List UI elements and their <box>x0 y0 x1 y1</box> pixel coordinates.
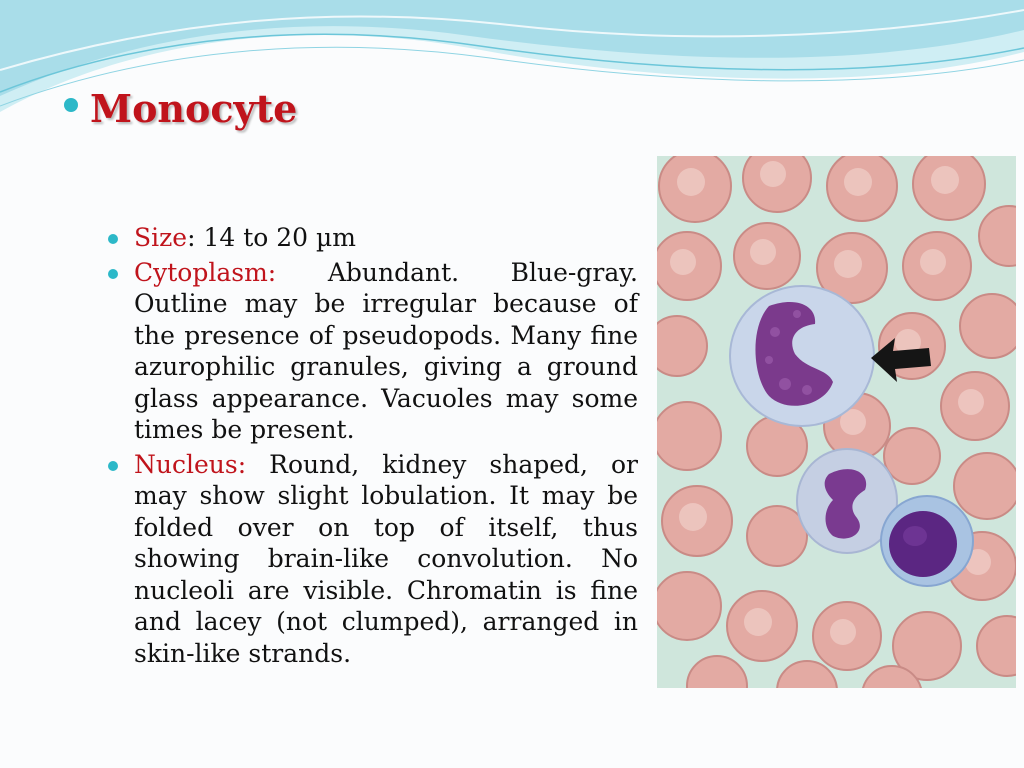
bullet-label: Nucleus: <box>134 449 270 479</box>
bullet-dot-icon <box>108 461 118 471</box>
bullet-nucleus <box>104 449 638 670</box>
monocyte-cell <box>730 286 874 426</box>
bullet-list <box>104 222 638 672</box>
bullet-text: Round, kidney shaped, or may show slight lobulation. It may be folded over on top of itself, thus showing brain-like convolution. No nucleoli are visible. Chromatin is fine and lacey (not clumped), arranged in skin-like strands. <box>134 449 638 668</box>
bullet-text: Abundant. Blue-gray. Outline may be irregular because of the presence of pseudopods. Many fine azurophilic granules, giving a ground glass appearance. Vacuoles may some times be present. <box>134 257 638 444</box>
bullet-dot-icon <box>108 269 118 279</box>
small-lymphocyte-cell <box>881 496 973 586</box>
bullet-cytoplasm <box>104 257 638 446</box>
blood-smear-micrograph <box>657 156 1016 688</box>
bullet-text: : 14 to 20 µm <box>187 223 356 252</box>
bullet-label: Size <box>134 223 188 252</box>
bullet-size <box>104 222 638 254</box>
title-bullet-icon <box>64 98 78 112</box>
bullet-dot-icon <box>108 234 118 244</box>
slide-title-text: Monocyte <box>90 86 298 131</box>
slide-title <box>64 86 297 131</box>
bullet-label: Cytoplasm: <box>134 257 328 287</box>
